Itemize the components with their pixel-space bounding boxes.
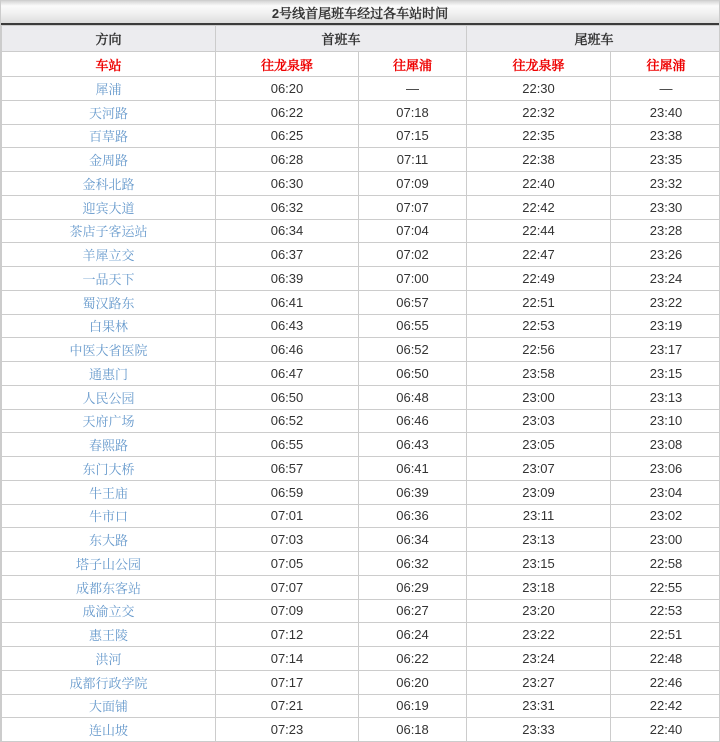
- time-cell: 22:51: [467, 290, 611, 314]
- station-cell: [2, 457, 216, 481]
- station-link[interactable]: 百草路: [88, 129, 128, 145]
- panel-title-bar: [1, 0, 719, 25]
- time-cell: 23:24: [467, 647, 611, 671]
- time-cell: 23:09: [467, 480, 611, 504]
- time-cell: 06:24: [359, 623, 467, 647]
- station-column-header: 车站: [2, 52, 216, 77]
- table-row: [2, 528, 720, 552]
- time-cell: 22:40: [467, 172, 611, 196]
- time-cell: 23:31: [467, 694, 611, 718]
- time-cell: 06:50: [359, 362, 467, 386]
- table-row: [2, 670, 720, 694]
- station-link[interactable]: 成都东客站: [75, 580, 141, 596]
- time-cell: 06:36: [359, 504, 467, 528]
- panel-title: 2号线首尾班车经过各车站时间: [271, 5, 449, 21]
- station-link[interactable]: 迎宾大道: [82, 200, 135, 216]
- time-cell: 06:57: [216, 457, 359, 481]
- station-cell: [2, 385, 216, 409]
- time-cell: 07:21: [216, 694, 359, 718]
- time-cell: 23:27: [467, 670, 611, 694]
- time-cell: 22:53: [611, 599, 720, 623]
- time-cell: 22:44: [467, 219, 611, 243]
- station-cell: [2, 670, 216, 694]
- time-cell: 06:55: [216, 433, 359, 457]
- time-cell: 22:30: [467, 77, 611, 101]
- station-cell: [2, 362, 216, 386]
- time-cell: 06:32: [216, 195, 359, 219]
- time-cell: 06:27: [359, 599, 467, 623]
- station-link[interactable]: 牛市口: [88, 509, 128, 525]
- station-cell: [2, 267, 216, 291]
- station-cell: [2, 528, 216, 552]
- table-row: [2, 362, 720, 386]
- time-cell: 23:15: [611, 362, 720, 386]
- table-row: [2, 172, 720, 196]
- station-link[interactable]: 东大路: [88, 533, 128, 549]
- time-cell: 23:00: [467, 385, 611, 409]
- station-cell: [2, 195, 216, 219]
- station-cell: [2, 148, 216, 172]
- time-cell: 06:43: [359, 433, 467, 457]
- station-link[interactable]: 一品天下: [82, 271, 135, 287]
- time-cell: 23:40: [611, 100, 720, 124]
- time-cell: 06:34: [359, 528, 467, 552]
- station-cell: [2, 124, 216, 148]
- time-cell: 23:28: [611, 219, 720, 243]
- table-row: [2, 314, 720, 338]
- time-cell: 23:58: [467, 362, 611, 386]
- station-link[interactable]: 羊犀立交: [82, 248, 135, 264]
- time-cell: 06:57: [359, 290, 467, 314]
- time-cell: 06:28: [216, 148, 359, 172]
- time-cell: 07:18: [359, 100, 467, 124]
- timetable: [1, 25, 720, 742]
- time-cell: 23:19: [611, 314, 720, 338]
- time-cell: 22:42: [467, 195, 611, 219]
- time-cell: 06:52: [216, 409, 359, 433]
- time-cell: 07:00: [359, 267, 467, 291]
- time-cell: 06:39: [216, 267, 359, 291]
- station-cell: [2, 409, 216, 433]
- time-cell: 07:07: [216, 575, 359, 599]
- time-cell: 22:48: [611, 647, 720, 671]
- time-cell: —: [359, 77, 467, 101]
- time-cell: 22:32: [467, 100, 611, 124]
- time-cell: 07:09: [359, 172, 467, 196]
- time-cell: 07:09: [216, 599, 359, 623]
- station-cell: [2, 219, 216, 243]
- time-cell: 07:05: [216, 552, 359, 576]
- first-to-xipu-header: 往犀浦: [359, 52, 467, 77]
- station-link[interactable]: 塔子山公园: [75, 556, 141, 572]
- time-cell: 22:51: [611, 623, 720, 647]
- table-row: [2, 718, 720, 742]
- station-cell: [2, 575, 216, 599]
- time-cell: 22:46: [611, 670, 720, 694]
- time-cell: 23:08: [611, 433, 720, 457]
- first-to-longquanyi-header: 往龙泉驿: [216, 52, 359, 77]
- last-to-xipu-header: 往犀浦: [611, 52, 720, 77]
- table-row: [2, 385, 720, 409]
- time-cell: 07:07: [359, 195, 467, 219]
- table-row: [2, 433, 720, 457]
- station-link[interactable]: 连山坡: [88, 723, 128, 739]
- station-cell: [2, 100, 216, 124]
- time-cell: 07:17: [216, 670, 359, 694]
- time-cell: 06:32: [359, 552, 467, 576]
- time-cell: 07:02: [359, 243, 467, 267]
- time-cell: 06:25: [216, 124, 359, 148]
- time-cell: 06:55: [359, 314, 467, 338]
- station-link[interactable]: 惠王陵: [88, 628, 128, 644]
- time-cell: 22:40: [611, 718, 720, 742]
- table-row: [2, 480, 720, 504]
- table-row: [2, 124, 720, 148]
- group-header-row: [2, 26, 720, 52]
- time-cell: 23:05: [467, 433, 611, 457]
- time-cell: 23:20: [467, 599, 611, 623]
- station-cell: [2, 480, 216, 504]
- time-cell: 06:22: [359, 647, 467, 671]
- time-cell: 22:56: [467, 338, 611, 362]
- time-cell: 06:41: [216, 290, 359, 314]
- station-cell: [2, 647, 216, 671]
- time-cell: 07:23: [216, 718, 359, 742]
- time-cell: —: [611, 77, 720, 101]
- station-link[interactable]: 成都行政学院: [69, 675, 148, 691]
- station-cell: [2, 718, 216, 742]
- station-cell: [2, 694, 216, 718]
- station-link[interactable]: 天府广场: [82, 414, 135, 430]
- time-cell: 23:04: [611, 480, 720, 504]
- time-cell: 06:20: [216, 77, 359, 101]
- time-cell: 07:04: [359, 219, 467, 243]
- time-cell: 22:42: [611, 694, 720, 718]
- station-cell: [2, 172, 216, 196]
- time-cell: 23:24: [611, 267, 720, 291]
- station-link[interactable]: 茶店子客运站: [69, 224, 148, 240]
- time-cell: 22:53: [467, 314, 611, 338]
- station-cell: [2, 552, 216, 576]
- time-cell: 23:00: [611, 528, 720, 552]
- time-cell: 06:34: [216, 219, 359, 243]
- time-cell: 06:41: [359, 457, 467, 481]
- table-row: [2, 647, 720, 671]
- time-cell: 23:06: [611, 457, 720, 481]
- station-link[interactable]: 天河路: [88, 105, 128, 121]
- time-cell: 06:47: [216, 362, 359, 386]
- station-link[interactable]: 春熙路: [88, 438, 128, 454]
- time-cell: 23:18: [467, 575, 611, 599]
- station-cell: [2, 504, 216, 528]
- time-cell: 06:50: [216, 385, 359, 409]
- time-cell: 07:14: [216, 647, 359, 671]
- table-row: [2, 290, 720, 314]
- table-row: [2, 694, 720, 718]
- station-rows: [2, 77, 720, 742]
- time-cell: 06:59: [216, 480, 359, 504]
- time-cell: 22:38: [467, 148, 611, 172]
- direction-header: 方向: [2, 26, 216, 52]
- time-cell: 23:17: [611, 338, 720, 362]
- station-link[interactable]: 牛王庙: [88, 485, 128, 501]
- time-cell: 06:48: [359, 385, 467, 409]
- time-cell: 07:15: [359, 124, 467, 148]
- time-cell: 23:35: [611, 148, 720, 172]
- station-cell: [2, 599, 216, 623]
- station-link[interactable]: 金科北路: [82, 176, 135, 192]
- table-row: [2, 100, 720, 124]
- station-cell: [2, 314, 216, 338]
- station-link[interactable]: 洪河: [95, 651, 122, 667]
- time-cell: 22:55: [611, 575, 720, 599]
- last-train-header: 尾班车: [467, 26, 720, 52]
- station-link[interactable]: 东门大桥: [82, 461, 135, 477]
- time-cell: 23:38: [611, 124, 720, 148]
- time-cell: 06:22: [216, 100, 359, 124]
- table-row: [2, 575, 720, 599]
- time-cell: 07:11: [359, 148, 467, 172]
- time-cell: 23:11: [467, 504, 611, 528]
- time-cell: 06:18: [359, 718, 467, 742]
- time-cell: 06:39: [359, 480, 467, 504]
- table-row: [2, 148, 720, 172]
- table-row: [2, 409, 720, 433]
- time-cell: 07:12: [216, 623, 359, 647]
- station-link[interactable]: 中医大省医院: [69, 343, 148, 359]
- time-cell: 22:47: [467, 243, 611, 267]
- station-cell: [2, 77, 216, 101]
- first-train-header: 首班车: [216, 26, 467, 52]
- table-row: [2, 338, 720, 362]
- time-cell: 06:46: [359, 409, 467, 433]
- last-to-longquanyi-header: 往龙泉驿: [467, 52, 611, 77]
- time-cell: 23:26: [611, 243, 720, 267]
- station-link[interactable]: 犀浦: [95, 81, 122, 97]
- time-cell: 23:15: [467, 552, 611, 576]
- station-link[interactable]: 白果林: [88, 319, 128, 335]
- time-cell: 06:30: [216, 172, 359, 196]
- station-link[interactable]: 蜀汉路东: [82, 295, 135, 311]
- table-row: [2, 77, 720, 101]
- station-link[interactable]: 金周路: [88, 153, 128, 169]
- time-cell: 06:19: [359, 694, 467, 718]
- time-cell: 23:13: [611, 385, 720, 409]
- time-cell: 06:46: [216, 338, 359, 362]
- table-row: [2, 623, 720, 647]
- time-cell: 06:52: [359, 338, 467, 362]
- station-cell: [2, 290, 216, 314]
- table-row: [2, 219, 720, 243]
- time-cell: 06:20: [359, 670, 467, 694]
- table-row: [2, 457, 720, 481]
- station-cell: [2, 433, 216, 457]
- time-cell: 23:30: [611, 195, 720, 219]
- table-row: [2, 599, 720, 623]
- time-cell: 23:32: [611, 172, 720, 196]
- time-cell: 07:03: [216, 528, 359, 552]
- time-cell: 06:29: [359, 575, 467, 599]
- station-link[interactable]: 大面铺: [88, 699, 128, 715]
- table-row: [2, 504, 720, 528]
- time-cell: 06:37: [216, 243, 359, 267]
- table-row: [2, 243, 720, 267]
- time-cell: 23:07: [467, 457, 611, 481]
- time-cell: 23:33: [467, 718, 611, 742]
- station-cell: [2, 243, 216, 267]
- time-cell: 23:03: [467, 409, 611, 433]
- table-row: [2, 267, 720, 291]
- station-cell: [2, 623, 216, 647]
- time-cell: 23:02: [611, 504, 720, 528]
- time-cell: 23:22: [467, 623, 611, 647]
- station-link[interactable]: 人民公园: [82, 390, 135, 406]
- time-cell: 22:35: [467, 124, 611, 148]
- time-cell: 23:22: [611, 290, 720, 314]
- table-row: [2, 552, 720, 576]
- table-row: [2, 195, 720, 219]
- station-cell: [2, 338, 216, 362]
- time-cell: 23:10: [611, 409, 720, 433]
- time-cell: 22:49: [467, 267, 611, 291]
- time-cell: 23:13: [467, 528, 611, 552]
- time-cell: 06:43: [216, 314, 359, 338]
- station-link[interactable]: 成渝立交: [82, 604, 135, 620]
- direction-header-row: [2, 52, 720, 77]
- station-link[interactable]: 通惠门: [88, 366, 128, 382]
- time-cell: 07:01: [216, 504, 359, 528]
- time-cell: 22:58: [611, 552, 720, 576]
